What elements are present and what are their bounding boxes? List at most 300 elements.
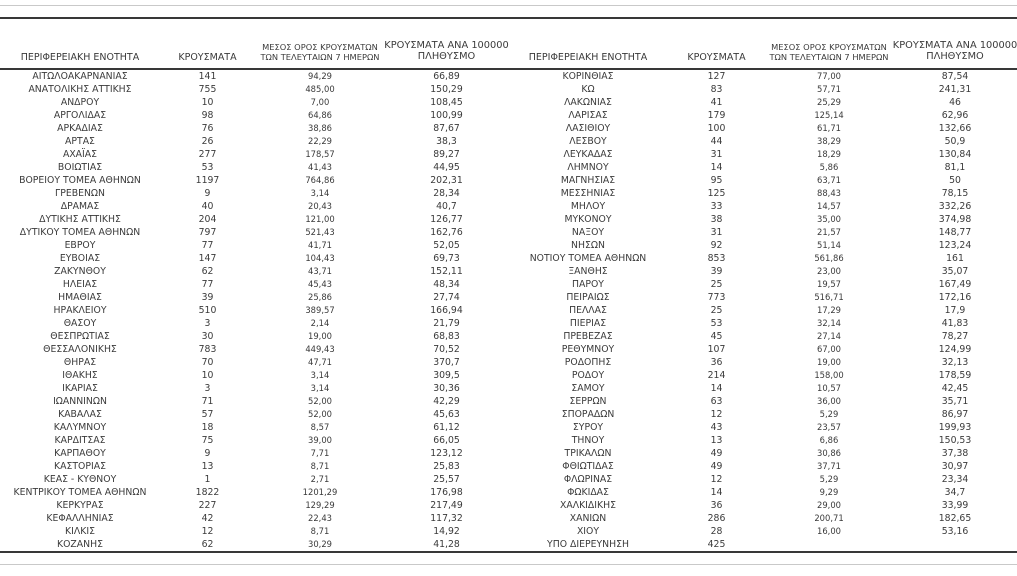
avg7-value: 121,00 bbox=[305, 214, 335, 224]
avg7-value: 39,00 bbox=[308, 435, 332, 445]
table-row bbox=[508, 135, 1017, 148]
table-row bbox=[508, 421, 1017, 434]
per100k-value: 69,73 bbox=[433, 253, 460, 264]
region-name: ΙΚΑΡΙΑΣ bbox=[62, 383, 98, 394]
per100k-value: 50,9 bbox=[944, 136, 966, 147]
cases-value: 75 bbox=[201, 435, 214, 446]
region-name: ΚΑΒΑΛΑΣ bbox=[58, 409, 102, 420]
per100k-value: 66,05 bbox=[433, 435, 460, 446]
table-row bbox=[508, 200, 1017, 213]
avg7-value: 389,57 bbox=[305, 305, 335, 315]
avg7-value: 47,71 bbox=[308, 357, 332, 367]
region-name: ΧΑΛΚΙΔΙΚΗΣ bbox=[560, 500, 616, 511]
avg7-value: 88,43 bbox=[817, 188, 841, 198]
per100k-value: 42,45 bbox=[941, 383, 969, 394]
avg7-value: 37,71 bbox=[817, 461, 841, 471]
avg7-value: 158,00 bbox=[814, 370, 844, 380]
column-header-region-label: ΠΕΡΙΦΕΡΕΙΑΚΗ ΕΝΟΤΗΤΑ bbox=[528, 51, 648, 63]
region-name: ΠΕΛΛΑΣ bbox=[569, 305, 607, 316]
cases-value: 510 bbox=[198, 305, 217, 316]
region-name: ΔΥΤΙΚΗΣ ΑΤΤΙΚΗΣ bbox=[39, 214, 121, 225]
cases-value: 14 bbox=[710, 383, 723, 394]
cases-value: 286 bbox=[707, 513, 726, 524]
region-name: ΝΟΤΙΟΥ ΤΟΜΕΑ ΑΘΗΝΩΝ bbox=[529, 253, 647, 264]
per100k-value: 44,95 bbox=[433, 162, 460, 173]
column-header-cases-label: ΚΡΟΥΣΜΑΤΑ bbox=[178, 51, 237, 63]
per100k-value: 37,38 bbox=[941, 448, 969, 459]
avg7-value: 200,71 bbox=[814, 513, 844, 523]
cases-value: 95 bbox=[710, 175, 723, 186]
region-name: ΚΕΑΣ - ΚΥΘΝΟΥ bbox=[43, 474, 117, 485]
table-row bbox=[0, 148, 508, 161]
per100k-value: 23,34 bbox=[941, 474, 969, 485]
table-row bbox=[508, 122, 1017, 135]
region-name: ΡΟΔΟΥ bbox=[571, 370, 605, 381]
region-name: ΛΕΣΒΟΥ bbox=[569, 136, 607, 147]
region-name: ΜΥΚΟΝΟΥ bbox=[564, 214, 612, 225]
table-row bbox=[0, 252, 508, 265]
table-row bbox=[0, 538, 508, 551]
table-row bbox=[0, 174, 508, 187]
column-header-avg7 bbox=[765, 20, 893, 66]
avg7-value: 22,29 bbox=[308, 136, 332, 146]
per100k-value: 30,36 bbox=[433, 383, 460, 394]
region-name: ΦΛΩΡΙΝΑΣ bbox=[563, 474, 613, 485]
cases-value: 77 bbox=[201, 240, 214, 251]
cases-value: 57 bbox=[201, 409, 214, 420]
avg7-value: 52,00 bbox=[308, 396, 332, 406]
avg7-value: 449,43 bbox=[305, 344, 335, 354]
avg7-value: 561,86 bbox=[814, 253, 844, 263]
avg7-value: 8,71 bbox=[310, 526, 330, 536]
column-header-per100k bbox=[385, 20, 508, 66]
table-row bbox=[508, 369, 1017, 382]
table-row bbox=[0, 382, 508, 395]
cases-value: 36 bbox=[710, 500, 723, 511]
avg7-value: 129,29 bbox=[305, 500, 335, 510]
column-header-per100k-line1: ΚΡΟΥΣΜΑΤΑ ΑΝΑ 100000 bbox=[892, 39, 1017, 51]
table-row bbox=[0, 408, 508, 421]
region-name: ΚΑΣΤΟΡΙΑΣ bbox=[54, 461, 106, 472]
per100k-value: 25,83 bbox=[433, 461, 460, 472]
region-name: ΚΕΦΑΛΛΗΝΙΑΣ bbox=[46, 513, 114, 524]
table-row bbox=[508, 525, 1017, 538]
table-row bbox=[0, 187, 508, 200]
per100k-value: 182,65 bbox=[938, 513, 972, 524]
per100k-value: 17,9 bbox=[944, 305, 966, 316]
avg7-value: 36,00 bbox=[817, 396, 841, 406]
region-name: ΔΡΑΜΑΣ bbox=[60, 201, 100, 212]
table-row bbox=[0, 330, 508, 343]
column-header-cases-label: ΚΡΟΥΣΜΑΤΑ bbox=[687, 51, 746, 63]
per100k-value: 38,3 bbox=[436, 136, 457, 147]
cases-value: 38 bbox=[710, 214, 723, 225]
region-name: ΜΗΛΟΥ bbox=[570, 201, 606, 212]
table-row bbox=[508, 187, 1017, 200]
avg7-value: 19,00 bbox=[817, 357, 841, 367]
region-name: ΣΥΡΟΥ bbox=[572, 422, 604, 433]
region-name: ΒΟΙΩΤΙΑΣ bbox=[57, 162, 103, 173]
cases-value: 12 bbox=[710, 474, 723, 485]
table-row bbox=[0, 473, 508, 486]
cases-value: 107 bbox=[707, 344, 726, 355]
table-row bbox=[0, 213, 508, 226]
cases-value: 39 bbox=[201, 292, 214, 303]
avg7-value: 19,00 bbox=[308, 331, 332, 341]
table-row bbox=[0, 161, 508, 174]
region-name: ΥΠΟ ΔΙΕΡΕΥΝΗΣΗ bbox=[547, 539, 629, 550]
cases-value: 71 bbox=[201, 396, 214, 407]
cases-value: 773 bbox=[707, 292, 726, 303]
avg7-value: 14,57 bbox=[817, 201, 841, 211]
region-name: ΘΗΡΑΣ bbox=[63, 357, 97, 368]
avg7-value: 23,00 bbox=[817, 266, 841, 276]
region-name: ΑΧΑΪΑΣ bbox=[62, 149, 98, 160]
cases-value: 31 bbox=[710, 227, 723, 238]
cases-value: 12 bbox=[201, 526, 214, 537]
cases-value: 62 bbox=[201, 539, 214, 550]
cases-value: 53 bbox=[201, 162, 214, 173]
region-name: ΧΙΟΥ bbox=[576, 526, 600, 537]
region-name: ΔΥΤΙΚΟΥ ΤΟΜΕΑ ΑΘΗΝΩΝ bbox=[19, 227, 141, 238]
avg7-value: 5,29 bbox=[819, 409, 839, 419]
avg7-value: 485,00 bbox=[305, 84, 335, 94]
per100k-value: 27,74 bbox=[433, 292, 460, 303]
per100k-value: 132,66 bbox=[938, 123, 972, 134]
table-row bbox=[508, 96, 1017, 109]
cases-value: 13 bbox=[201, 461, 214, 472]
per100k-value: 40,7 bbox=[436, 201, 457, 212]
table-row bbox=[0, 70, 508, 83]
region-name: ΚΑΡΔΙΤΣΑΣ bbox=[54, 435, 106, 446]
cases-value: 18 bbox=[201, 422, 214, 433]
region-name: ΣΑΜΟΥ bbox=[571, 383, 605, 394]
per100k-value: 70,52 bbox=[433, 344, 460, 355]
region-name: ΜΑΓΝΗΣΙΑΣ bbox=[560, 175, 616, 186]
table-row bbox=[0, 395, 508, 408]
column-header-per100k-line2: ΠΛΗΘΥΣΜΟ bbox=[417, 51, 476, 63]
region-name: ΘΕΣΠΡΩΤΙΑΣ bbox=[50, 331, 110, 342]
per100k-value: 61,12 bbox=[433, 422, 460, 433]
region-name: ΚΕΝΤΡΙΚΟΥ ΤΟΜΕΑ ΑΘΗΝΩΝ bbox=[13, 487, 147, 498]
table-row bbox=[508, 486, 1017, 499]
cases-value: 39 bbox=[710, 266, 723, 277]
table-row bbox=[0, 109, 508, 122]
per100k-value: 21,79 bbox=[433, 318, 460, 329]
table-row bbox=[508, 499, 1017, 512]
per100k-value: 41,28 bbox=[433, 539, 460, 550]
cases-value: 1 bbox=[204, 474, 211, 485]
cases-value: 63 bbox=[710, 396, 723, 407]
region-name: ΚΑΡΠΑΘΟΥ bbox=[54, 448, 106, 459]
avg7-value: 64,86 bbox=[308, 110, 332, 120]
table-row bbox=[0, 499, 508, 512]
top-dark-rule bbox=[0, 17, 1017, 19]
per100k-value: 150,53 bbox=[938, 435, 972, 446]
column-header-avg7-line1: ΜΕΣΟΣ ΟΡΟΣ ΚΡΟΥΣΜΑΤΩΝ bbox=[771, 42, 887, 53]
avg7-value: 30,86 bbox=[817, 448, 841, 458]
column-header-avg7 bbox=[255, 20, 385, 66]
region-name: ΑΝΔΡΟΥ bbox=[60, 97, 100, 108]
region-name: ΦΩΚΙΔΑΣ bbox=[567, 487, 609, 498]
region-name: ΛΗΜΝΟΥ bbox=[567, 162, 609, 173]
per100k-value: 241,31 bbox=[938, 84, 972, 95]
region-name: ΝΑΞΟΥ bbox=[571, 227, 605, 238]
cases-value: 43 bbox=[710, 422, 723, 433]
table-right-body bbox=[508, 70, 1017, 551]
avg7-value: 7,71 bbox=[310, 448, 330, 458]
table-row bbox=[0, 265, 508, 278]
region-name: ΑΡΚΑΔΙΑΣ bbox=[57, 123, 103, 134]
region-name: ΚΑΛΥΜΝΟΥ bbox=[53, 422, 107, 433]
region-name: ΚΩ bbox=[581, 84, 595, 95]
per100k-value: 217,49 bbox=[430, 500, 463, 511]
per100k-value: 172,16 bbox=[938, 292, 972, 303]
region-name: ΚΙΛΚΙΣ bbox=[65, 526, 95, 537]
avg7-value: 7,00 bbox=[310, 97, 330, 107]
avg7-value: 19,57 bbox=[817, 279, 841, 289]
table-left-header-row bbox=[0, 20, 508, 66]
bottom-light-rule bbox=[0, 564, 1017, 565]
per100k-value: 33,99 bbox=[941, 500, 969, 511]
avg7-value: 8,71 bbox=[310, 461, 330, 471]
cases-value: 98 bbox=[201, 110, 214, 121]
per100k-value: 123,24 bbox=[938, 240, 972, 251]
per100k-value: 50 bbox=[949, 175, 961, 186]
cases-value: 755 bbox=[198, 84, 217, 95]
table-row bbox=[508, 148, 1017, 161]
table-row bbox=[508, 278, 1017, 291]
table-row bbox=[0, 447, 508, 460]
cases-value: 49 bbox=[710, 448, 723, 459]
avg7-value: 6,86 bbox=[819, 435, 839, 445]
table-row bbox=[508, 291, 1017, 304]
region-name: ΛΕΥΚΑΔΑΣ bbox=[563, 149, 613, 160]
avg7-value: 25,29 bbox=[817, 97, 841, 107]
avg7-value: 3,14 bbox=[310, 383, 330, 393]
per100k-value: 123,12 bbox=[430, 448, 463, 459]
region-name: ΑΡΓΟΛΙΔΑΣ bbox=[53, 110, 107, 121]
avg7-value: 41,71 bbox=[308, 240, 332, 250]
per100k-value: 152,11 bbox=[430, 266, 463, 277]
region-name: ΣΠΟΡΑΔΩΝ bbox=[561, 409, 615, 420]
table-row bbox=[508, 213, 1017, 226]
cases-value: 10 bbox=[201, 97, 214, 108]
per100k-value: 176,98 bbox=[430, 487, 463, 498]
cases-value: 1822 bbox=[195, 487, 220, 498]
per100k-value: 178,59 bbox=[938, 370, 972, 381]
per100k-value: 126,77 bbox=[430, 214, 463, 225]
avg7-value: 104,43 bbox=[305, 253, 335, 263]
per100k-value: 202,31 bbox=[430, 175, 463, 186]
cases-value: 853 bbox=[707, 253, 726, 264]
table-row bbox=[508, 434, 1017, 447]
cases-value: 42 bbox=[201, 513, 214, 524]
column-header-cases bbox=[160, 20, 255, 66]
cases-value: 277 bbox=[198, 149, 217, 160]
per100k-value: 32,13 bbox=[941, 357, 969, 368]
table-row bbox=[0, 343, 508, 356]
table-row bbox=[0, 512, 508, 525]
per100k-value: 30,97 bbox=[941, 461, 969, 472]
table-row bbox=[508, 239, 1017, 252]
header-underline-rule bbox=[0, 68, 1017, 70]
cases-value: 49 bbox=[710, 461, 723, 472]
avg7-value: 18,29 bbox=[817, 149, 841, 159]
cases-value: 70 bbox=[201, 357, 214, 368]
per100k-value: 124,99 bbox=[938, 344, 972, 355]
avg7-value: 5,86 bbox=[819, 162, 839, 172]
per100k-value: 162,76 bbox=[430, 227, 463, 238]
cases-value: 45 bbox=[710, 331, 723, 342]
table-row bbox=[0, 460, 508, 473]
region-name: ΞΑΝΘΗΣ bbox=[568, 266, 608, 277]
cases-value: 77 bbox=[201, 279, 214, 290]
avg7-value: 521,43 bbox=[305, 227, 335, 237]
table-row bbox=[508, 382, 1017, 395]
per100k-value: 78,27 bbox=[941, 331, 969, 342]
per100k-value: 52,05 bbox=[433, 240, 460, 251]
cases-value: 204 bbox=[198, 214, 217, 225]
cases-value: 76 bbox=[201, 123, 214, 134]
avg7-value: 10,57 bbox=[817, 383, 841, 393]
cases-value: 3 bbox=[204, 318, 211, 329]
table-row bbox=[508, 70, 1017, 83]
region-name: ΑΙΤΩΛΟΑΚΑΡΝΑΝΙΑΣ bbox=[32, 71, 128, 82]
per100k-value: 66,89 bbox=[433, 71, 460, 82]
table-row bbox=[508, 317, 1017, 330]
table-row bbox=[508, 408, 1017, 421]
per100k-value: 108,45 bbox=[430, 97, 463, 108]
region-name: ΝΗΣΩΝ bbox=[571, 240, 605, 251]
avg7-value: 5,29 bbox=[819, 474, 839, 484]
column-header-avg7-line1: ΜΕΣΟΣ ΟΡΟΣ ΚΡΟΥΣΜΑΤΩΝ bbox=[262, 42, 378, 53]
per100k-value: 48,34 bbox=[433, 279, 460, 290]
per100k-value: 87,54 bbox=[941, 71, 969, 82]
region-name: ΙΩΑΝΝΙΝΩΝ bbox=[53, 396, 107, 407]
table-row bbox=[0, 96, 508, 109]
table-row bbox=[508, 538, 1017, 551]
table-row bbox=[508, 460, 1017, 473]
table-row bbox=[508, 161, 1017, 174]
per100k-value: 34,7 bbox=[944, 487, 966, 498]
cases-value: 26 bbox=[201, 136, 214, 147]
per100k-value: 130,84 bbox=[938, 149, 972, 160]
region-name: ΛΑΡΙΣΑΣ bbox=[568, 110, 608, 121]
avg7-value: 38,86 bbox=[308, 123, 332, 133]
per100k-value: 81,1 bbox=[944, 162, 966, 173]
cases-value: 62 bbox=[201, 266, 214, 277]
per100k-value: 167,49 bbox=[938, 279, 972, 290]
cases-value: 9 bbox=[204, 448, 211, 459]
cases-value: 783 bbox=[198, 344, 217, 355]
table-row bbox=[0, 317, 508, 330]
avg7-value: 45,43 bbox=[308, 279, 332, 289]
table-row bbox=[0, 356, 508, 369]
per100k-value: 309,5 bbox=[433, 370, 460, 381]
region-name: ΑΡΤΑΣ bbox=[65, 136, 95, 147]
avg7-value: 30,29 bbox=[308, 539, 332, 549]
avg7-value: 21,57 bbox=[817, 227, 841, 237]
avg7-value: 23,57 bbox=[817, 422, 841, 432]
table-row bbox=[0, 278, 508, 291]
table-row bbox=[508, 252, 1017, 265]
avg7-value: 516,71 bbox=[814, 292, 844, 302]
region-name: ΕΒΡΟΥ bbox=[64, 240, 96, 251]
table-row bbox=[508, 109, 1017, 122]
avg7-value: 20,43 bbox=[308, 201, 332, 211]
avg7-value: 2,71 bbox=[310, 474, 330, 484]
cases-value: 30 bbox=[201, 331, 214, 342]
cases-value: 13 bbox=[710, 435, 723, 446]
cases-value: 44 bbox=[710, 136, 723, 147]
table-row bbox=[508, 473, 1017, 486]
cases-value: 425 bbox=[707, 539, 726, 550]
cases-value: 28 bbox=[710, 526, 723, 537]
cases-value: 36 bbox=[710, 357, 723, 368]
table-row bbox=[0, 83, 508, 96]
avg7-value: 125,14 bbox=[814, 110, 844, 120]
table-row bbox=[0, 122, 508, 135]
region-name: ΠΙΕΡΙΑΣ bbox=[569, 318, 607, 329]
column-header-region-label: ΠΕΡΙΦΕΡΕΙΑΚΗ ΕΝΟΤΗΤΑ bbox=[20, 51, 140, 63]
region-name: ΚΟΡΙΝΘΙΑΣ bbox=[562, 71, 614, 82]
cases-value: 227 bbox=[198, 500, 217, 511]
per100k-value: 68,83 bbox=[433, 331, 460, 342]
table-row bbox=[508, 447, 1017, 460]
avg7-value: 32,14 bbox=[817, 318, 841, 328]
region-name: ΤΡΙΚΑΛΩΝ bbox=[564, 448, 612, 459]
cases-value: 3 bbox=[204, 383, 211, 394]
avg7-value: 35,00 bbox=[817, 214, 841, 224]
per100k-value: 86,97 bbox=[941, 409, 969, 420]
region-name: ΤΗΝΟΥ bbox=[571, 435, 605, 446]
per100k-value: 100,99 bbox=[430, 110, 463, 121]
cases-value: 25 bbox=[710, 305, 723, 316]
avg7-value: 41,43 bbox=[308, 162, 332, 172]
avg7-value: 2,14 bbox=[310, 318, 330, 328]
region-name: ΓΡΕΒΕΝΩΝ bbox=[55, 188, 105, 199]
avg7-value: 3,14 bbox=[310, 370, 330, 380]
per100k-value: 62,96 bbox=[941, 110, 969, 121]
avg7-value: 29,00 bbox=[817, 500, 841, 510]
bottom-dark-rule bbox=[0, 551, 1017, 553]
table-row bbox=[508, 174, 1017, 187]
per100k-value: 374,98 bbox=[938, 214, 972, 225]
region-name: ΠΕΙΡΑΙΩΣ bbox=[566, 292, 610, 303]
per100k-value: 150,29 bbox=[430, 84, 463, 95]
column-header-cases bbox=[668, 20, 765, 66]
per100k-value: 14,92 bbox=[433, 526, 460, 537]
cases-value: 214 bbox=[707, 370, 726, 381]
region-name: ΚΟΖΑΝΗΣ bbox=[57, 539, 103, 550]
table-right-header-row bbox=[508, 20, 1017, 66]
avg7-value: 38,29 bbox=[817, 136, 841, 146]
cases-value: 25 bbox=[710, 279, 723, 290]
top-light-rule bbox=[0, 5, 1017, 6]
per100k-value: 166,94 bbox=[430, 305, 463, 316]
column-header-per100k bbox=[893, 20, 1017, 66]
table-row bbox=[0, 226, 508, 239]
avg7-value: 3,14 bbox=[310, 188, 330, 198]
per100k-value: 161 bbox=[946, 253, 964, 264]
region-name: ΠΑΡΟΥ bbox=[572, 279, 604, 290]
column-header-region bbox=[508, 20, 668, 66]
region-name: ΑΝΑΤΟΛΙΚΗΣ ΑΤΤΙΚΗΣ bbox=[28, 84, 132, 95]
avg7-value: 25,86 bbox=[308, 292, 332, 302]
per100k-value: 199,93 bbox=[938, 422, 972, 433]
avg7-value bbox=[765, 538, 893, 551]
